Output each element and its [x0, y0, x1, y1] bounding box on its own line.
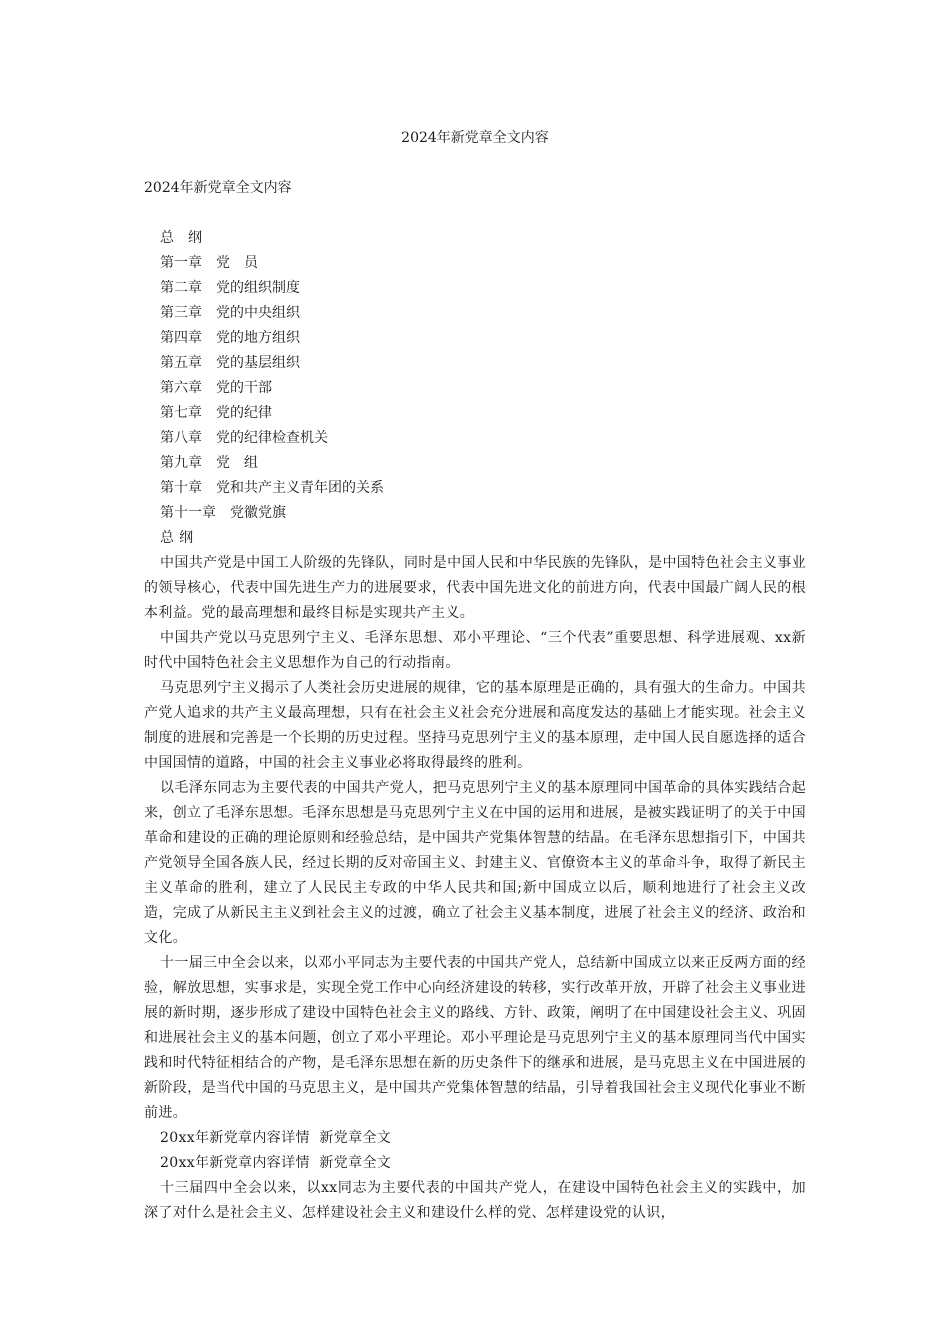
- toc-item: 第九章 党 组: [160, 455, 258, 471]
- toc-item: 第一章 党 员: [160, 255, 258, 271]
- section-label: 总 纲: [160, 530, 194, 546]
- toc-item: 总 纲: [160, 230, 202, 246]
- paragraph: 十一届三中全会以来，以邓小平同志为主要代表的中国共产党人，总结新中国成立以来正反两方面的经验，解放思想，实事求是，实现全党工作中心向经济建设的转移，实行改革开放，开辟了社会主义事业进展的新时期，逐步形成了建设中国特色社会主义的路线、方针、政策，阐明了在中国建设社会主义、巩固和进展社会主义的基本问题，创立了邓小平理论。邓小平理论是马克思列宁主义的基本原理同当代中国实践和时代特征相结合的产物，是毛泽东思想在新的历史条件下的继承和进展，是马克思主义在中国进展的新阶段，是当代中国的马克思主义，是中国共产党集体智慧的结晶，引导着我国社会主义现代化事业不断前进。: [144, 955, 806, 1121]
- paragraph: 中国共产党是中国工人阶级的先锋队，同时是中国人民和中华民族的先锋队，是中国特色社会主义事业的领导核心，代表中国先进生产力的进展要求，代表中国先进文化的前进方向，代表中国最广阔人民的根本利益。党的最高理想和最终目标是实现共产主义。: [144, 555, 806, 621]
- toc-item: 第五章 党的基层组织: [160, 355, 300, 371]
- toc-item: 第十一章 党徽党旗: [160, 505, 286, 521]
- paragraph: 中国共产党以马克思列宁主义、毛泽东思想、邓小平理论、“三个代表”重要思想、科学进展观、xx新时代中国特色社会主义思想作为自己的行动指南。: [144, 630, 806, 671]
- document-body: [144, 526, 806, 1226]
- toc-item: 第七章 党的纪律: [160, 405, 272, 421]
- toc-item: 第十章 党和共产主义青年团的关系: [160, 480, 384, 496]
- toc-item: 第四章 党的地方组织: [160, 330, 300, 346]
- paragraph: 以毛泽东同志为主要代表的中国共产党人，把马克思列宁主义的基本原理同中国革命的具体实践结合起来，创立了毛泽东思想。毛泽东思想是马克思列宁主义在中国的运用和进展，是被实践证明了的关于中国革命和建设的正确的理论原则和经验总结，是中国共产党集体智慧的结晶。在毛泽东思想指引下，中国共产党领导全国各族人民，经过长期的反对帝国主义、封建主义、官僚资本主义的革命斗争，取得了新民主主义革命的胜利，建立了人民民主专政的中华人民共和国;新中国成立以后，顺利地进行了社会主义改造，完成了从新民主主义到社会主义的过渡，确立了社会主义基本制度，进展了社会主义的经济、政治和文化。: [144, 780, 806, 946]
- subheading: 20xx年新党章内容详情 新党章全文: [160, 1155, 392, 1171]
- toc-item: 第三章 党的中央组织: [160, 305, 300, 321]
- table-of-contents: [160, 226, 384, 526]
- toc-item: 第八章 党的纪律检查机关: [160, 430, 328, 446]
- document-heading: 2024年新党章全文内容: [144, 180, 292, 196]
- page-title: 2024年新党章全文内容: [401, 130, 549, 146]
- toc-item: 第六章 党的干部: [160, 380, 272, 396]
- paragraph: 十三届四中全会以来，以xx同志为主要代表的中国共产党人，在建设中国特色社会主义的实践中，加深了对什么是社会主义、怎样建设社会主义和建设什么样的党、怎样建设党的认识，: [144, 1180, 806, 1221]
- subheading: 20xx年新党章内容详情 新党章全文: [160, 1130, 392, 1146]
- paragraph: 马克思列宁主义揭示了人类社会历史进展的规律，它的基本原理是正确的，具有强大的生命力。中国共产党人追求的共产主义最高理想，只有在社会主义社会充分进展和高度发达的基础上才能实现。社会主义制度的进展和完善是一个长期的历史过程。坚持马克思列宁主义的基本原理，走中国人民自愿选择的适合中国国情的道路，中国的社会主义事业必将取得最终的胜利。: [144, 680, 806, 771]
- toc-item: 第二章 党的组织制度: [160, 280, 300, 296]
